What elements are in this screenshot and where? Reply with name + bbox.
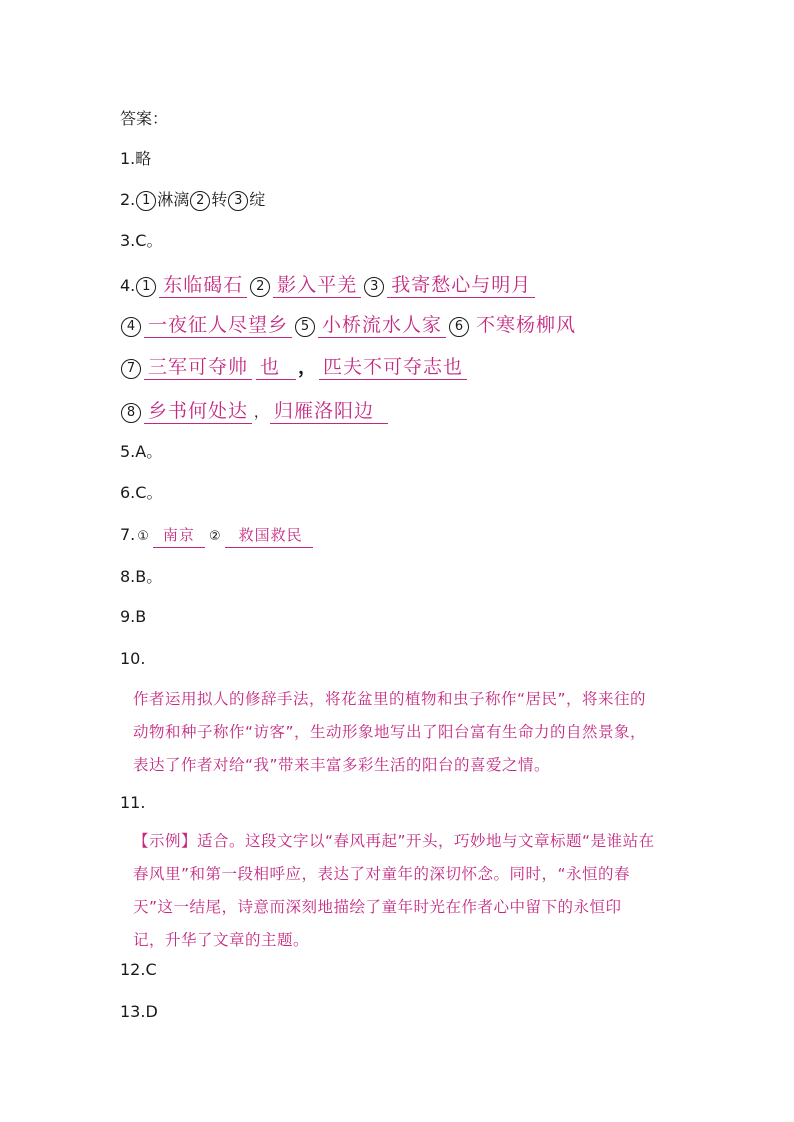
answer-5	[120, 441, 162, 463]
answer-1	[120, 148, 151, 170]
answer-4-row-3	[120, 356, 469, 380]
answer-number: 12.	[120, 960, 146, 979]
answer-number: 5.	[120, 442, 136, 461]
circled-number: 8	[121, 403, 141, 423]
circled-number: ①	[137, 529, 149, 544]
paragraph-line: 天”这一结尾，诗意而深刻地描绘了童年时光在作者心中留下的永恒印	[133, 898, 622, 916]
fill-blank-answer: 归雁洛阳边	[270, 400, 388, 424]
answer-text: D	[145, 1002, 158, 1021]
answer-text: 绽	[249, 190, 266, 209]
fill-blank-answer: 救国救民	[225, 524, 313, 548]
fill-blank-answer: 东临碣石	[159, 274, 247, 298]
circled-number: 6	[449, 317, 469, 337]
answer-4-row-4	[120, 400, 390, 424]
answer-6	[120, 482, 162, 504]
answer-8	[120, 566, 162, 588]
circled-number: 2	[190, 191, 210, 211]
answer-12	[120, 959, 157, 981]
answer-text: 转	[211, 190, 228, 209]
circled-number: 2	[250, 277, 270, 297]
answer-11-paragraph	[133, 825, 653, 957]
circled-number: ②	[208, 529, 221, 544]
fill-blank-answer: 三军可夺帅	[144, 356, 252, 380]
answer-13	[120, 1001, 158, 1023]
paragraph-line: 春风里”和第一段相呼应，表达了对童年的深切怀念。同时，“永恒的春	[133, 865, 631, 883]
answer-text: C。	[135, 483, 163, 502]
circled-number: 3	[228, 191, 248, 211]
answer-text: C。	[135, 231, 163, 250]
fill-blank-answer: 南京	[153, 524, 205, 548]
answer-title	[120, 108, 168, 130]
circled-number: 7	[121, 359, 141, 379]
answer-number: 3.	[120, 231, 136, 250]
fill-blank-answer: 小桥流水人家	[318, 314, 446, 338]
fill-blank-answer: 我寄愁心与明月	[387, 274, 535, 298]
answer-number: 2.	[120, 190, 136, 209]
answer-number: 11.	[120, 793, 146, 812]
fill-blank-answer: 影入平羌	[273, 274, 361, 298]
paragraph-line: 表达了作者对给“我”带来丰富多彩生活的阳台的喜爱之情。	[133, 756, 551, 774]
answer-number: 10.	[120, 649, 146, 668]
fill-blank-answer: 也	[256, 356, 296, 380]
paragraph-line: 动物和种子称作“访客”，生动形象地写出了阳台富有生命力的自然景象，	[133, 723, 647, 741]
answer-text: B。	[135, 567, 163, 586]
fill-blank-answer: 不寒杨柳风	[476, 314, 577, 336]
fill-blank-answer: 乡书何处达	[144, 400, 252, 424]
answer-number: 9.	[120, 607, 136, 626]
comma: ，	[254, 405, 269, 421]
answer-7	[120, 524, 315, 548]
answer-11-number	[120, 792, 145, 814]
circled-number: 1	[136, 191, 156, 211]
fill-blank-answer: 匹夫不可夺志也	[319, 356, 467, 380]
answer-9	[120, 606, 146, 628]
answer-text: 略	[135, 149, 152, 168]
answer-2	[120, 189, 265, 211]
paragraph-line: 作者运用拟人的修辞手法，将花盆里的植物和虫子称作“居民”，将来往的	[133, 690, 647, 708]
answer-text: B	[135, 607, 147, 626]
answer-3	[120, 230, 162, 252]
answer-number: 7.	[120, 525, 136, 544]
fill-blank-answer: 一夜征人尽望乡	[144, 314, 292, 338]
answer-number: 6.	[120, 483, 136, 502]
answer-number: 1.	[120, 149, 136, 168]
comma: ，	[298, 356, 318, 378]
answer-10-paragraph	[133, 683, 653, 782]
circled-number: 4	[121, 317, 141, 337]
paragraph-line: 记，升华了文章的主题。	[133, 931, 310, 949]
answer-4-row-1	[120, 274, 537, 298]
answer-10-number	[120, 648, 145, 670]
circled-number: 3	[364, 277, 384, 297]
answer-text: A。	[135, 442, 163, 461]
answer-text: 淋漓	[157, 190, 190, 209]
paragraph-line: 【示例】适合。这段文字以“春风再起”开头，巧妙地与文章标题“是谁站在	[133, 832, 655, 850]
answer-text: C	[145, 960, 157, 979]
answer-4-row-2	[120, 314, 582, 338]
circled-number: 5	[295, 317, 315, 337]
circled-number: 1	[136, 277, 156, 297]
answer-number: 4.	[120, 276, 136, 295]
answer-title-text: 答案：	[120, 109, 169, 128]
answer-number: 13.	[120, 1002, 146, 1021]
answer-number: 8.	[120, 567, 136, 586]
